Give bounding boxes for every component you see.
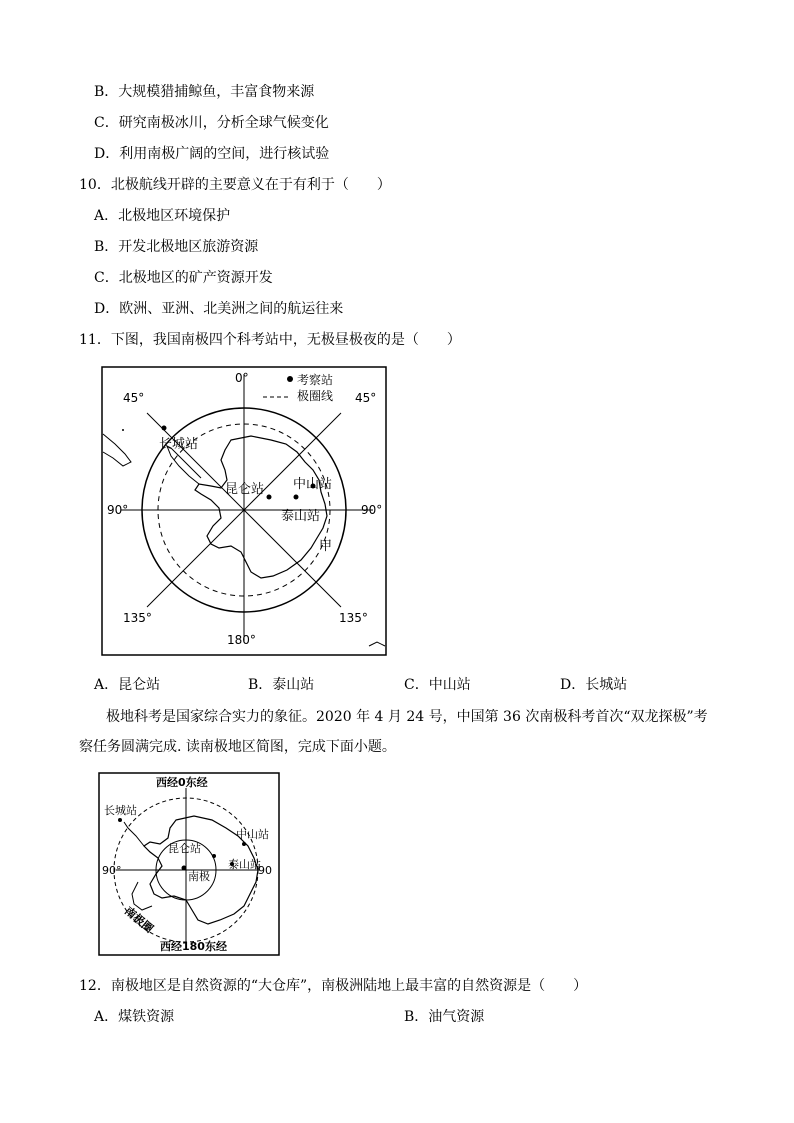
legend-station-label: 考察站 [297, 373, 334, 387]
lon-90-right-label: 90° [361, 503, 383, 517]
q10-stem: 10．北极航线开辟的主要意义在于有利于（ ） [79, 177, 391, 193]
q11-option-c: C．中山站 [404, 677, 471, 693]
map2-top-label: 西经0东经 [156, 776, 208, 789]
map2-changcheng-label: 长城站 [104, 804, 137, 817]
map2-bottom-label: 西经180东经 [160, 940, 227, 953]
changcheng-station-label: 长城站 [159, 437, 199, 452]
map2-lon-90-left: 90° [102, 864, 122, 877]
taishan-station-label: 泰山站 [281, 509, 321, 524]
q11-option-b: B．泰山站 [248, 677, 315, 693]
lon-135-left-label: 135° [123, 611, 152, 625]
lon-180-label: 180° [227, 633, 256, 647]
q11-option-a: A．昆仑站 [94, 677, 161, 693]
q10-option-d: D．欧洲、亚洲、北美洲之间的航运往来 [94, 301, 344, 317]
lon-90-left-label: 90° [107, 503, 129, 517]
changcheng-station-dot [162, 426, 167, 431]
q12-option-a: A．煤铁资源 [94, 1009, 175, 1025]
lon-45-left-label: 45° [123, 391, 145, 405]
map2-lon-90-right: 90 [258, 864, 272, 877]
q12-option-b: B．油气资源 [404, 1009, 485, 1025]
legend-station-dot-icon [287, 376, 293, 382]
antarctica-map-1 [101, 366, 387, 656]
q9-option-d: D．利用南极广阔的空间，进行核试验 [94, 146, 330, 162]
passage-line-1: 极地科考是国家综合实力的象征。2020 年 4 月 24 号，中国第 36 次南极科考首次“双龙探极”考 [106, 709, 708, 725]
legend-circle-label: 极圈线 [297, 389, 334, 403]
q11-option-d: D．长城站 [560, 677, 628, 693]
map2-south-pole-dot [182, 866, 187, 871]
map2-kunlun-label: 昆仑站 [168, 842, 201, 855]
map2-zhongshan-label: 中山站 [236, 828, 269, 841]
kunlun-station-label: 昆仑站 [225, 482, 265, 497]
map2-south-pole-label: 南极 [188, 870, 210, 883]
jia-label: 甲 [319, 539, 333, 554]
q12-stem: 12．南极地区是自然资源的“大仓库”，南极洲陆地上最丰富的自然资源是（ ） [79, 978, 588, 994]
kunlun-station-dot [267, 495, 272, 500]
map2-kunlun-dot [212, 854, 216, 858]
q9-option-c: C．研究南极冰川，分析全球气候变化 [94, 115, 329, 131]
lon-0-label: 0° [235, 371, 249, 385]
map2-polar-circle-label: 南极圈 [122, 904, 156, 936]
zhongshan-station-label: 中山站 [293, 477, 333, 492]
map2-changcheng-dot [118, 818, 122, 822]
taishan-station-dot [294, 495, 299, 500]
map2-zhongshan-dot [242, 842, 246, 846]
q10-option-b: B．开发北极地区旅游资源 [94, 239, 259, 255]
lon-135-right-label: 135° [339, 611, 368, 625]
lon-45-right-label: 45° [355, 391, 377, 405]
q10-option-c: C．北极地区的矿产资源开发 [94, 270, 273, 286]
antarctica-map-2 [98, 772, 280, 956]
map2-taishan-label: 泰山站 [228, 858, 261, 871]
q10-option-a: A．北极地区环境保护 [94, 208, 231, 224]
passage-line-2: 察任务圆满完成. 读南极地区简图，完成下面小题。 [79, 739, 396, 755]
q9-option-b: B．大规模猎捕鲸鱼，丰富食物来源 [94, 84, 315, 100]
q11-stem: 11．下图，我国南极四个科考站中，无极昼极夜的是（ ） [79, 332, 461, 348]
